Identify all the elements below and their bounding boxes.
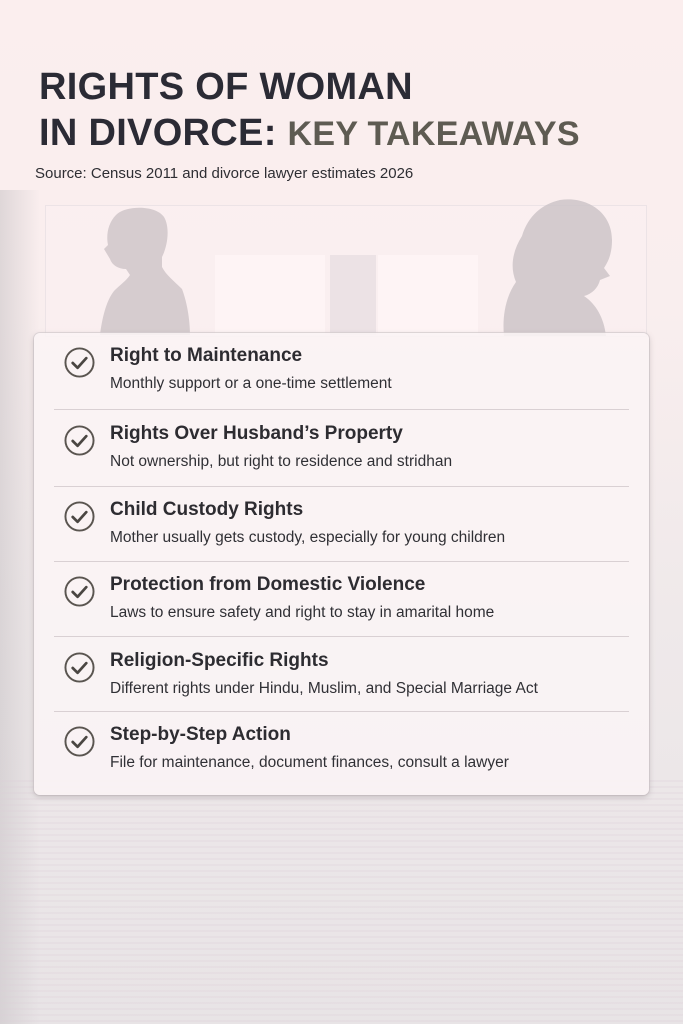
- background-texture: [0, 780, 683, 1024]
- item-title: Protection from Domestic Violence: [110, 574, 426, 595]
- check-circle-icon: [64, 501, 95, 532]
- title-line-1: RIGHTS OF WOMAN: [39, 66, 413, 108]
- divider: [54, 409, 629, 410]
- list-item: [64, 640, 634, 716]
- item-title: Right to Maintenance: [110, 345, 303, 366]
- divider: [54, 636, 629, 637]
- item-title: Rights Over Husband’s Property: [110, 423, 403, 444]
- divider: [54, 561, 629, 562]
- list-item: [64, 335, 634, 411]
- list-item: [64, 413, 634, 489]
- background-pillar: [330, 255, 376, 335]
- check-circle-icon: [64, 652, 95, 683]
- divider: [54, 711, 629, 712]
- check-circle-icon: [64, 425, 95, 456]
- item-title: Step-by-Step Action: [110, 724, 291, 745]
- item-title: Child Custody Rights: [110, 499, 304, 520]
- check-circle-icon: [64, 347, 95, 378]
- item-description: Different rights under Hindu, Muslim, and Special Marriage Act: [110, 680, 538, 697]
- check-circle-icon: [64, 576, 95, 607]
- man-silhouette-image: [96, 205, 192, 335]
- page-title: [39, 64, 580, 157]
- background-window-pane: [215, 255, 325, 335]
- title-line-2: IN DIVORCE:: [39, 112, 277, 154]
- item-title: Religion-Specific Rights: [110, 650, 329, 671]
- source-caption: Source: Census 2011 and divorce lawyer estimates 2026: [35, 165, 414, 182]
- background-window-pane: [378, 255, 478, 335]
- item-description: Not ownership, but right to residence and stridhan: [110, 453, 453, 470]
- divider: [54, 486, 629, 487]
- list-item: [64, 564, 634, 640]
- item-description: Monthly support or a one-time settlement: [110, 375, 392, 392]
- key-takeaways-card: [34, 333, 649, 795]
- item-description: Mother usually gets custody, especially for young children: [110, 529, 506, 546]
- item-description: Laws to ensure safety and right to stay in amarital home: [110, 604, 495, 621]
- list-item: [64, 489, 634, 565]
- title-accent: KEY TAKEAWAYS: [287, 115, 580, 153]
- item-description: File for maintenance, document finances, consult a lawyer: [110, 754, 509, 771]
- list-item: [64, 714, 634, 790]
- check-circle-icon: [64, 726, 95, 757]
- woman-silhouette-image: [500, 196, 620, 336]
